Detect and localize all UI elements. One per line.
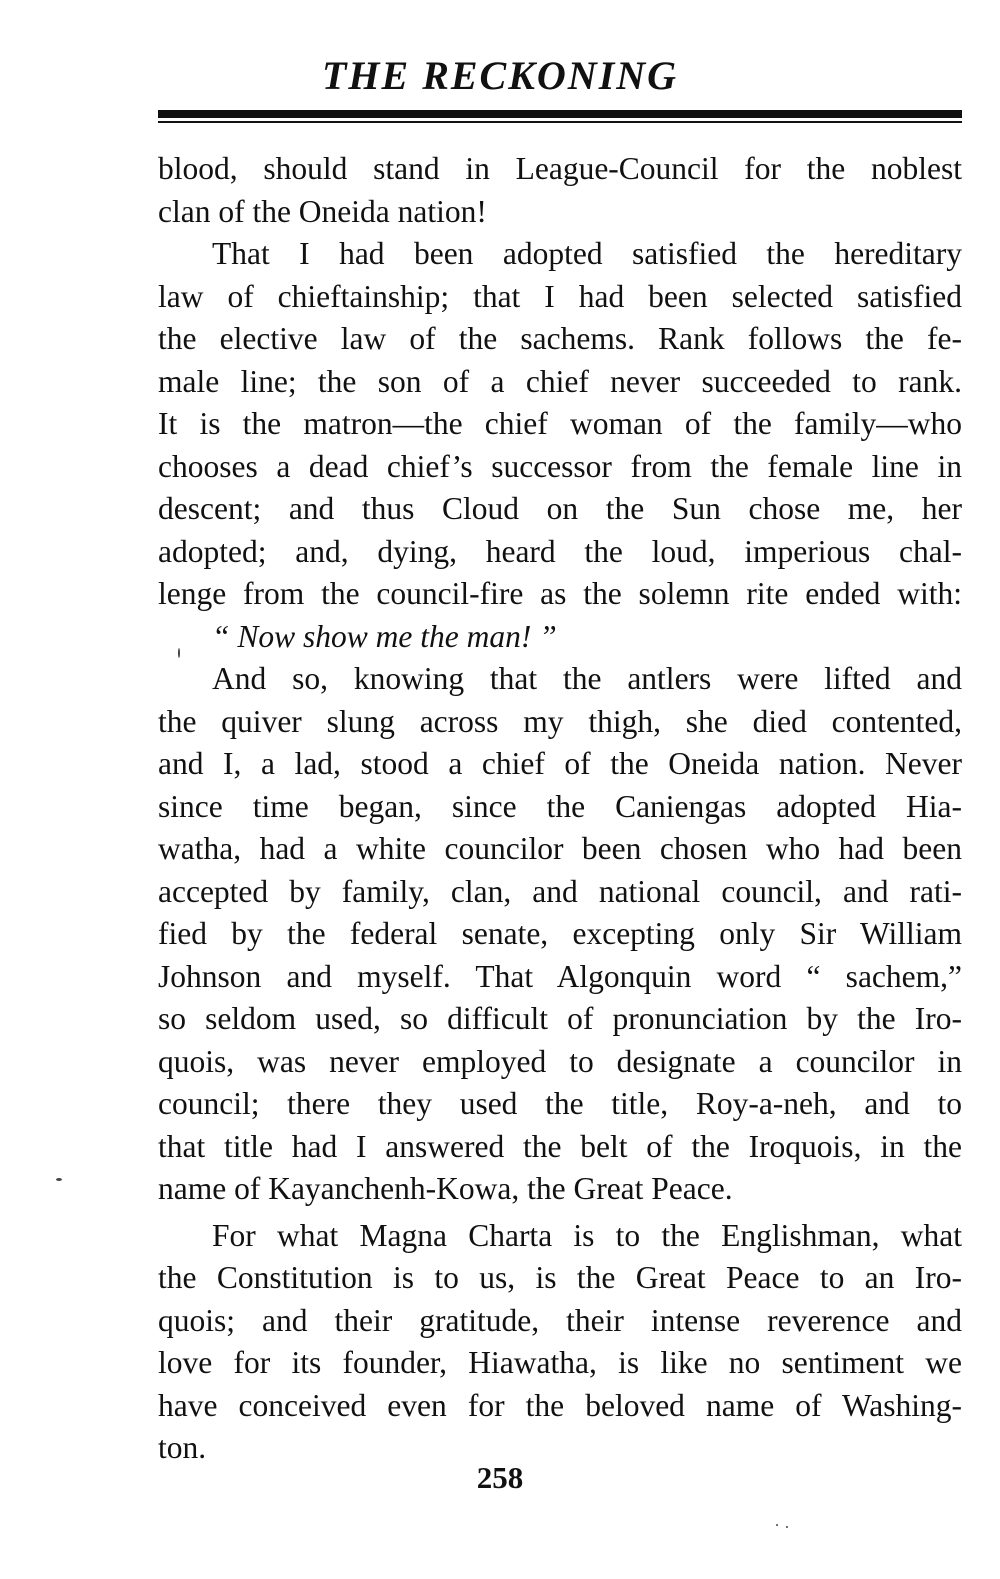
text-line: the quiver slung across my thigh, she died contented, <box>158 703 962 739</box>
text-line: male line; the son of a chief never succeeded to rank. <box>158 363 962 399</box>
text-line: quois; and their gratitude, their intense reverence and <box>158 1302 962 1338</box>
text-line: And so, knowing that the antlers were lifted and <box>212 661 962 696</box>
text-line: ton. <box>158 1430 207 1465</box>
spoken-quote <box>158 616 962 659</box>
text-line: that title had I answered the belt of the Iroquois, in the <box>158 1128 962 1164</box>
paragraph-1 <box>158 148 962 233</box>
ink-speck <box>776 1524 778 1526</box>
text-line: love for its founder, Hiawatha, is like no sentiment we <box>158 1345 962 1380</box>
text-line: the elective law of the sachems. Rank follows the fe- <box>158 321 962 356</box>
text-line: quois, was never employed to designate a councilor in <box>158 1043 962 1079</box>
text-line: It is the matron—the chief woman of the family—who <box>158 406 962 441</box>
text-line: chooses a dead chief’s successor from the female line in <box>158 448 962 484</box>
paragraph-3 <box>158 658 962 1211</box>
text-line: That I had been adopted satisfied the hereditary <box>212 236 962 271</box>
paragraph-4 <box>158 1215 962 1470</box>
text-line: council; there they used the title, Roy-a-neh, and to <box>158 1086 962 1121</box>
text-line: fied by the federal senate, excepting only Sir William <box>158 916 962 951</box>
text-line: Johnson and myself. That Algonquin word “ sachem,” <box>158 958 962 994</box>
header-rule-thick <box>158 110 962 118</box>
text-line: descent; and thus Cloud on the Sun chose me, her <box>158 491 962 526</box>
ink-speck <box>178 648 180 658</box>
text-line: For what Magna Charta is to the Englishman, what <box>212 1217 962 1253</box>
text-line: accepted by family, clan, and national council, and rati- <box>158 873 962 909</box>
text-line: clan of the Oneida nation! <box>158 193 487 229</box>
text-line: blood, should stand in League-Council for the noblest <box>158 151 962 186</box>
page-number: 258 <box>476 1460 524 1495</box>
text-line: watha, had a white councilor been chosen who had been <box>158 831 962 866</box>
header-rule-thin <box>158 121 962 123</box>
text-line: the Constitution is to us, is the Great Peace to an Iro- <box>158 1260 962 1295</box>
ink-speck <box>786 1526 788 1528</box>
text-line: and I, a lad, stood a chief of the Oneida nation. Never <box>158 746 962 781</box>
text-line: adopted; and, dying, heard the loud, imperious chal- <box>158 533 962 569</box>
text-line: name of Kayanchenh-Kowa, the Great Peace. <box>158 1171 733 1206</box>
text-line: lenge from the council-fire as the solemn rite ended with: <box>158 576 962 611</box>
text-line: law of chieftainship; that I had been selected satisfied <box>158 278 962 314</box>
body-text <box>158 148 962 1470</box>
text-line: have conceived even for the beloved name of Washing- <box>158 1387 962 1423</box>
text-line: since time began, since the Caniengas adopted Hia- <box>158 788 962 824</box>
running-head: THE RECKONING <box>321 53 679 98</box>
ink-speck <box>56 1178 62 1181</box>
quote-text: “ Now show me the man! ” <box>212 618 557 654</box>
text-line: so seldom used, so difficult of pronunciation by the Iro- <box>158 1001 962 1036</box>
paragraph-2 <box>158 233 962 616</box>
